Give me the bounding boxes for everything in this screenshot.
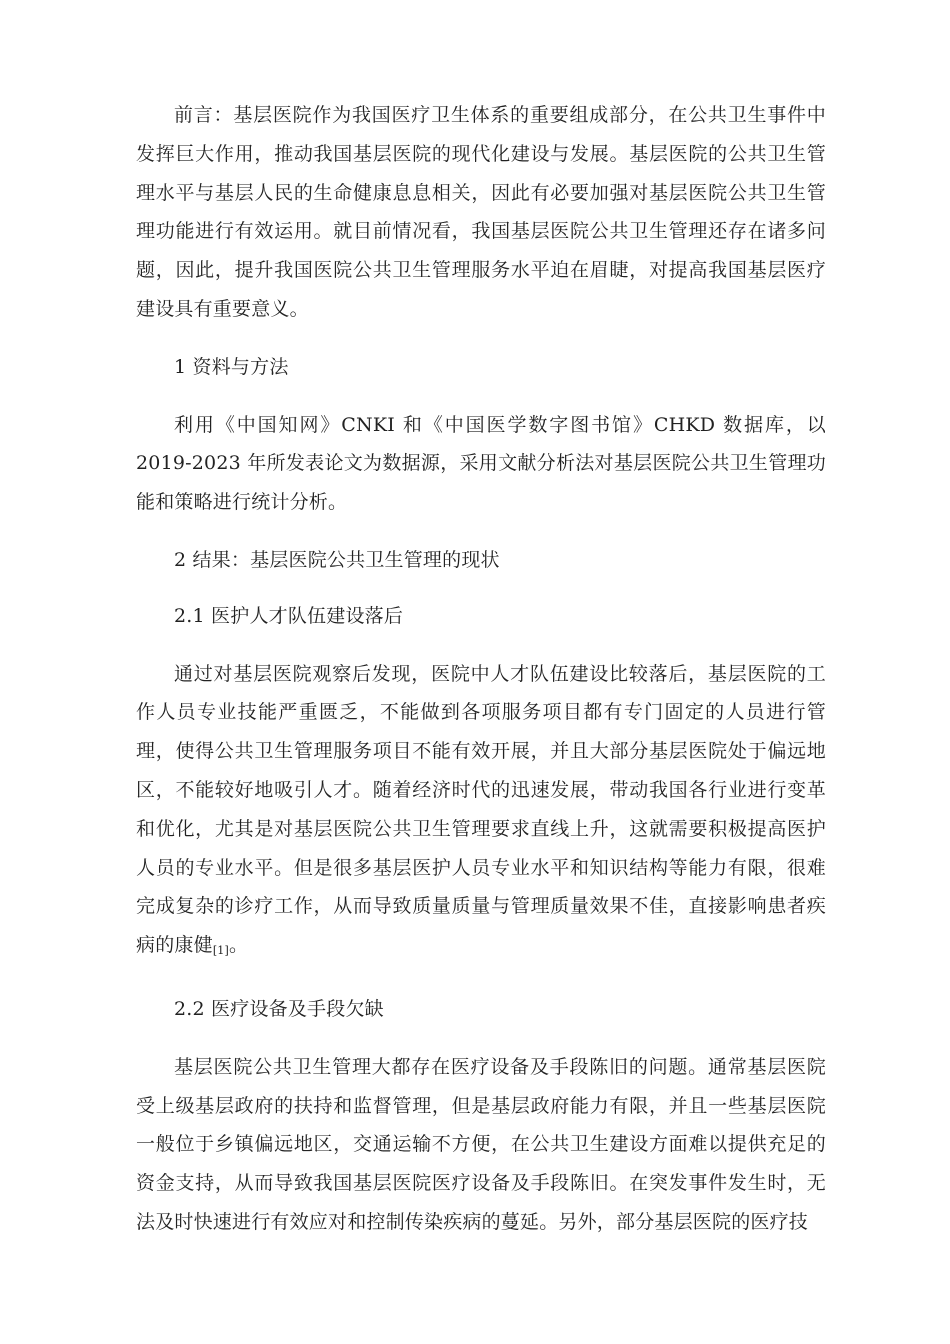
- section-1-body: 利用《中国知网》CNKI 和《中国医学数字图书馆》CHKD 数据库，以 2019-2023 年所发表论文为数据源，采用文献分析法对基层医院公共卫生管理功能和策略进行统计分析。: [136, 413, 826, 514]
- section-2-2-heading: 2.2 医疗设备及手段欠缺: [174, 997, 384, 1020]
- intro-paragraph: 前言：基层医院作为我国医疗卫生体系的重要组成部分，在公共卫生事件中发挥巨大作用，推动我国基层医院的现代化建设与发展。基层医院的公共卫生管理水平与基层人民的生命健康息息相关，因此有必要加强对基层医院公共卫生管理功能进行有效运用。就目前情况看，我国基层医院公共卫生管理还存在诸多问题，因此，提升我国医院公共卫生管理服务水平迫在眉睫，对提高我国基层医疗建设具有重要意义。: [136, 104, 826, 320]
- section-2-2-body: 基层医院公共卫生管理大都存在医疗设备及手段陈旧的问题。通常基层医院受上级基层政府的扶持和监督管理，但是基层政府能力有限，并且一些基层医院一般位于乡镇偏远地区，交通运输不方便，在公共卫生建设方面难以提供充足的资金支持，从而导致我国基层医院医疗设备及手段陈旧。在突发事件发生时，无法及时快速进行有效应对和控制传染疾病的蔓延。另外，部分基层医院的医疗技: [136, 1055, 826, 1233]
- citation-marker: [1]: [212, 944, 229, 958]
- section-2-1-heading: 2.1 医护人才队伍建设落后: [174, 604, 404, 627]
- section-1-heading: 1 资料与方法: [174, 355, 289, 378]
- section-2-1-body: [136, 655, 826, 971]
- document-page: [136, 96, 826, 1242]
- section-2-1-text: 通过对基层医院观察后发现，医院中人才队伍建设比较落后，基层医院的工作人员专业技能严重匮乏，不能做到各项服务项目都有专门固定的人员进行管理，使得公共卫生管理服务项目不能有效开展，并且大部分基层医院处于偏远地区，不能较好地吸引人才。随着经济时代的迅速发展，带动我国各行业进行变革和优化，尤其是对基层医院公共卫生管理要求直线上升，这就需要积极提高医护人员的专业水平。但是很多基层医护人员专业水平和知识结构等能力有限，很难完成复杂的诊疗工作，从而导致质量质量与管理质量效果不佳，直接影响患者疾病的康健: [136, 662, 826, 957]
- section-2-heading: 2 结果：基层医院公共卫生管理的现状: [174, 548, 500, 571]
- section-2-1-end: 。: [229, 934, 249, 957]
